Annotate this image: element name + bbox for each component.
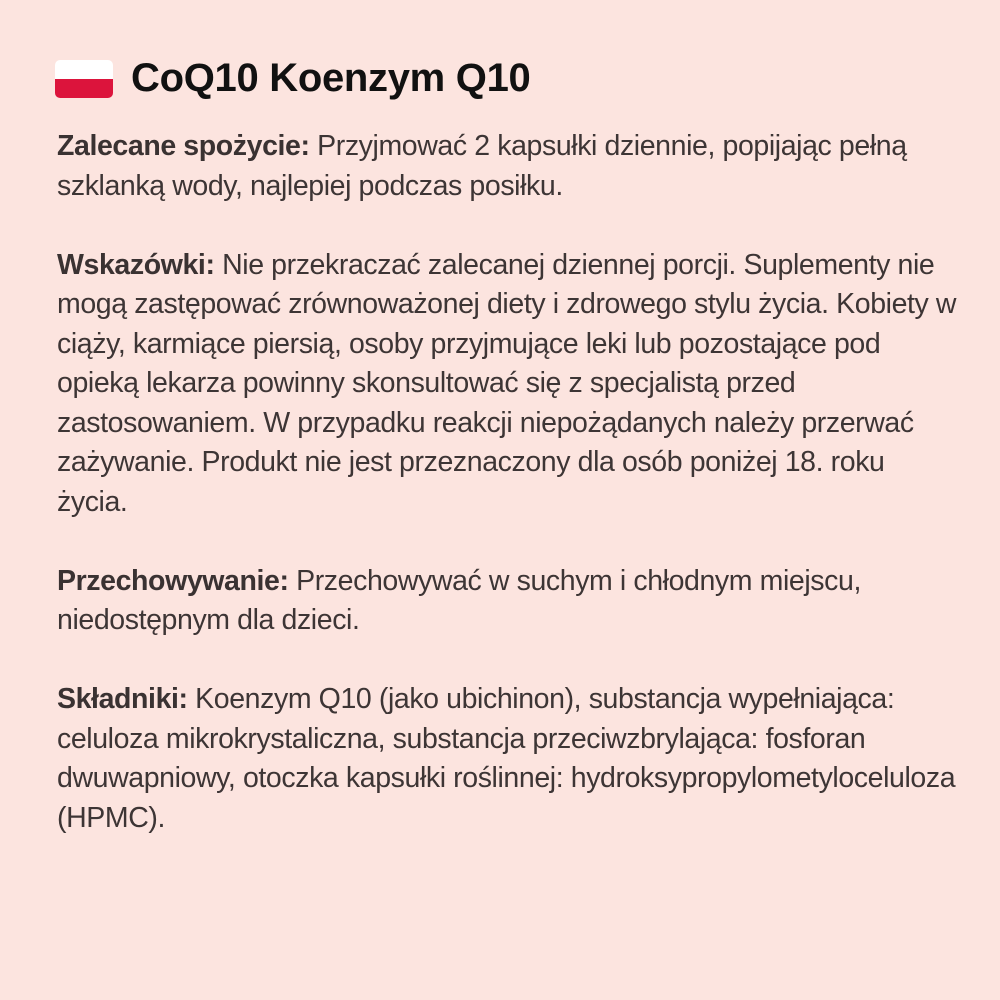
product-info [57,127,957,878]
section-dosage [57,127,957,206]
header [55,56,530,101]
section-label: Przechowywanie: [57,564,289,597]
section-text: Nie przekraczać zalecanej dziennej porcji. Suplementy nie mogą zastępować zrównoważonej diety i zdrowego stylu życia. Kobiety w ciąży, karmiące piersią, osoby przyjmujące leki lub pozostające pod opieką lekarza powinny skonsultować się z specjalistą przed zastosowaniem. W przypadku reakcji niepożądanych należy przerwać zażywanie. Produkt nie jest przeznaczony dla osób poniżej 18. roku życia. [57,248,957,518]
section-ingredients [57,680,957,838]
flag-white-stripe [55,60,113,79]
section-label: Wskazówki: [57,248,215,281]
section-text: Przyjmować 2 kapsułki dziennie, popijając pełną szklanką wody, najlepiej podczas posiłku. [57,130,907,202]
section-warnings [57,246,957,523]
poland-flag-icon [55,60,113,98]
section-label: Zalecane spożycie: [57,130,310,162]
section-storage [57,562,957,641]
flag-red-stripe [55,79,113,98]
section-label: Składniki: [57,683,188,715]
page-title: CoQ10 Koenzym Q10 [131,56,531,100]
section-text: Przechowywać w suchym i chłodnym miejscu, niedostępnym dla dzieci. [57,564,861,636]
section-text: Koenzym Q10 (jako ubichinon), substancja wypełniająca: celuloza mikrokrystaliczna, substancja przeciwzbrylająca: fosforan dwuwapniowy, otoczka kapsułki roślinnej: hydroksypropylometyloceluloza (HPMC). [57,683,956,834]
